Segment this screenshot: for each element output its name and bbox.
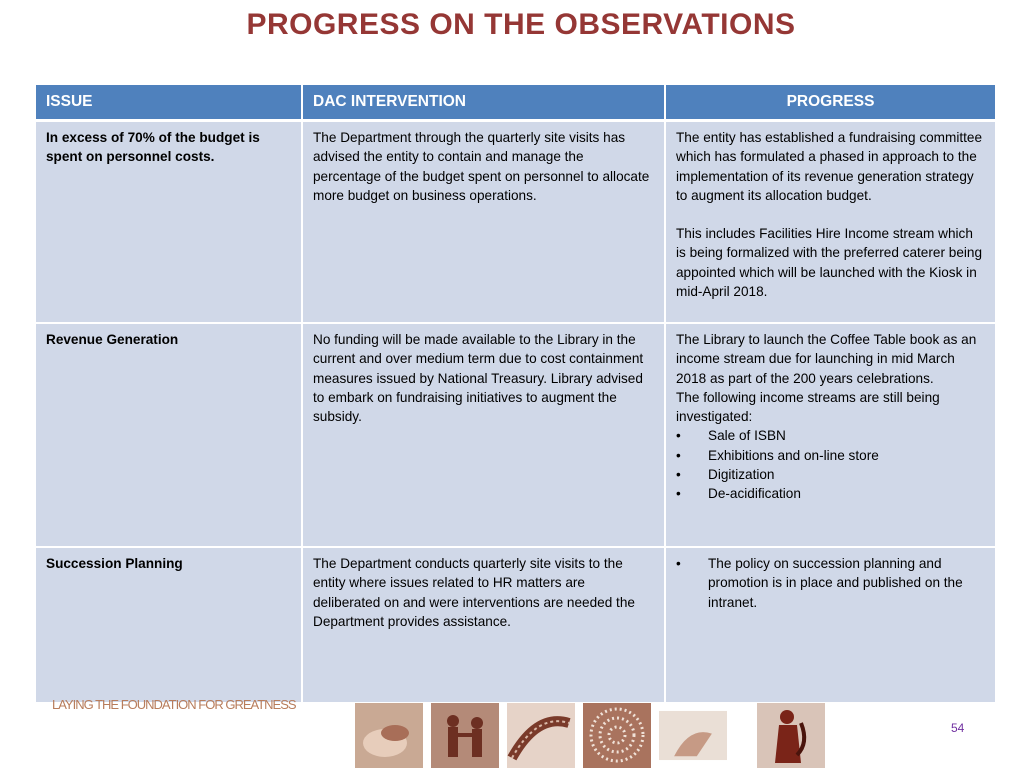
column-header-issue: ISSUE: [36, 85, 302, 121]
bullet-icon: •: [676, 556, 681, 571]
hands-photo-image: [355, 703, 423, 768]
progress-paragraph: The entity has established a fundraising committee which has formulated a phased in approach to the implementation of its revenue generation strategy to augment its allocation budget.: [676, 130, 983, 203]
bullet-icon: •: [676, 467, 681, 483]
list-item: [676, 446, 985, 465]
list-item: [676, 465, 985, 484]
dancer-image: [659, 703, 727, 768]
bullet-icon: •: [676, 428, 681, 444]
progress-paragraph: The Library to launch the Coffee Table book as an income stream due for launching in mid March 2018 as part of the 200 years celebrations.: [676, 332, 977, 386]
table-row: [36, 547, 996, 703]
list-item: [676, 426, 985, 445]
list-item-text: De-acidification: [708, 486, 801, 502]
progress-cell: [665, 121, 996, 324]
progress-cell: [665, 547, 996, 703]
footer-tagline: LAYING THE FOUNDATION FOR GREATNESS: [52, 697, 296, 712]
table-row: [36, 121, 996, 324]
saxophone-player-image: [757, 703, 825, 768]
progress-cell: [665, 323, 996, 547]
progress-paragraph: This includes Facilities Hire Income stream which is being formalized with the preferred caterer being appointed which will be launched with the Kiosk in mid-April 2018.: [676, 226, 983, 300]
issue-cell: Succession Planning: [36, 547, 302, 703]
table-row: [36, 323, 996, 547]
list-item: [676, 484, 985, 503]
slide-title: PROGRESS ON THE OBSERVATIONS: [246, 8, 796, 41]
list-item-text: Digitization: [708, 467, 775, 483]
table-header-row: [36, 85, 996, 121]
family-silhouette-image: [431, 703, 499, 768]
list-item: [676, 554, 985, 612]
bullet-icon: •: [676, 486, 681, 502]
film-reel-image: [507, 703, 575, 768]
intervention-cell: No funding will be made available to the Library in the current and over medium term due to cost containment measures issued by National Treasury. Library advised to embark on fundraising initiatives to augment the subsidy.: [302, 323, 665, 547]
bullet-icon: •: [676, 447, 681, 463]
list-item-text: Sale of ISBN: [708, 428, 786, 444]
issue-cell: Revenue Generation: [36, 323, 302, 547]
income-streams-list: [676, 426, 985, 503]
page-number: 54: [951, 721, 965, 735]
progress-paragraph: The following income streams are still being investigated:: [676, 389, 940, 425]
list-item-text: Exhibitions and on-line store: [708, 447, 879, 463]
list-item-text: The policy on succession planning and promotion is in place and published on the intranet.: [708, 556, 963, 610]
intervention-cell: The Department through the quarterly site visits has advised the entity to contain and manage the percentage of the budget spent on personnel to allocate more budget on business operations.: [302, 121, 665, 324]
intervention-cell: The Department conducts quarterly site visits to the entity where issues related to HR matters are deliberated on and were interventions are needed the Department provides assistance.: [302, 547, 665, 703]
progress-list: [676, 554, 985, 612]
column-header-dac-intervention: DAC INTERVENTION: [302, 85, 665, 121]
observations-table: [36, 85, 997, 704]
footer-image-strip: [355, 703, 827, 768]
beadwork-image: [583, 703, 651, 768]
issue-cell: In excess of 70% of the budget is spent on personnel costs.: [36, 121, 302, 324]
column-header-progress: PROGRESS: [665, 85, 996, 121]
